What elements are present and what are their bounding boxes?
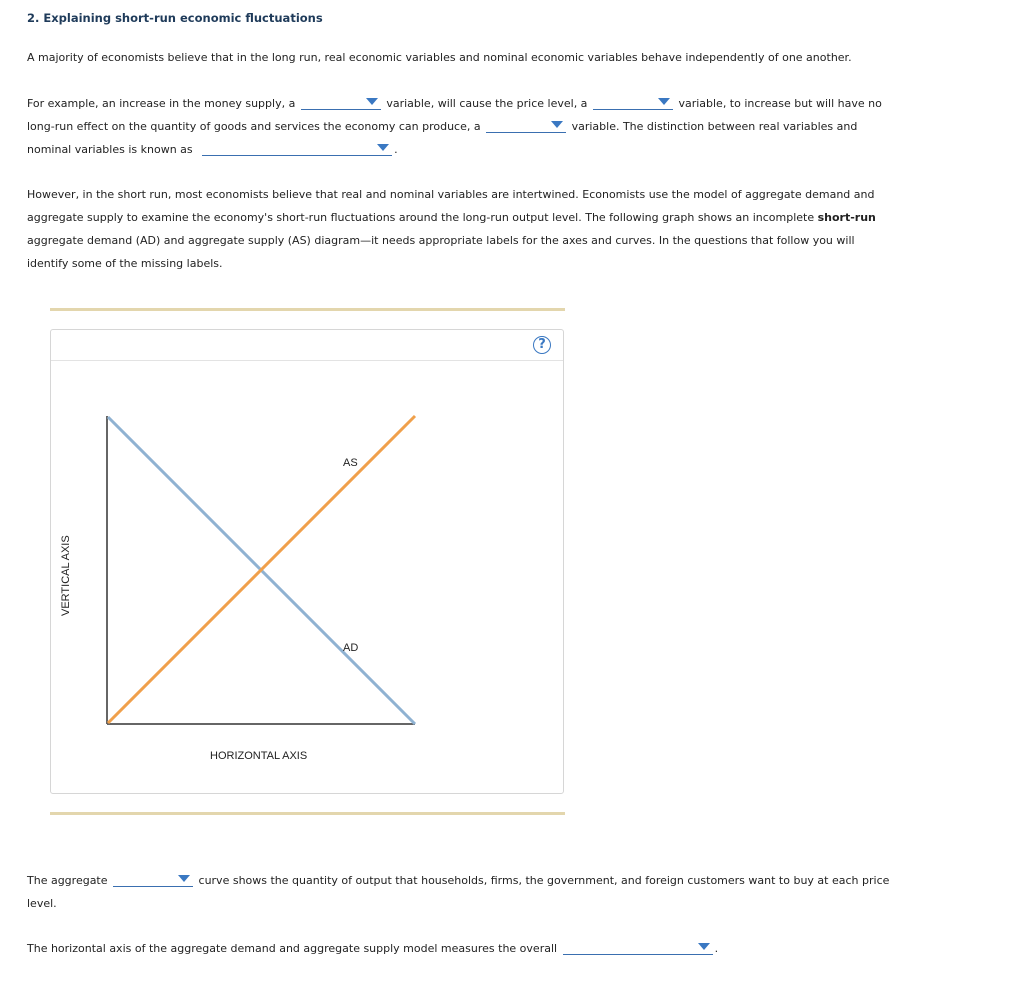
chevron-down-icon (366, 98, 378, 105)
ad-as-chart (51, 330, 565, 795)
vertical-axis-label: VERTICAL AXIS (60, 535, 72, 616)
chevron-down-icon (698, 943, 710, 950)
question-horizontal-axis (27, 937, 897, 960)
distinction-dropdown[interactable] (202, 141, 392, 156)
price-level-dropdown[interactable] (593, 95, 673, 110)
p3-bold-short-run: short-run (817, 211, 876, 224)
chevron-down-icon (377, 144, 389, 151)
question-aggregate-curve (27, 869, 897, 915)
horizontal-axis-dropdown[interactable] (563, 940, 713, 955)
p2-text-4: variable. The distinction between real variables and nominal variables is known as (27, 120, 858, 156)
graph-top-divider (50, 308, 565, 311)
graph-bottom-divider (50, 812, 565, 815)
short-run-paragraph (27, 183, 897, 275)
p2-text-3: variable, to increase but will have no long-run effect on the quantity of goods and services the economy can produce, a (27, 97, 882, 133)
p3-text-2: aggregate demand (AD) and aggregate supply (AS) diagram—it needs appropriate labels for the axes and curves. In the questions that follow you will identify some of the missing labels. (27, 234, 855, 270)
intro-paragraph: A majority of economists believe that in the long run, real economic variables and nominal economic variables behave independently of one another. (27, 51, 852, 64)
ad-curve-label: AD (343, 642, 359, 654)
q2-text-1: The horizontal axis of the aggregate demand and aggregate supply model measures the overall (27, 942, 558, 955)
chevron-down-icon (178, 875, 190, 882)
output-quantity-dropdown[interactable] (486, 118, 566, 133)
chevron-down-icon (551, 121, 563, 128)
p2-text-1: For example, an increase in the money supply, a (27, 97, 296, 110)
question-title: 2. Explaining short-run economic fluctuations (27, 11, 323, 25)
ad-as-graph-panel (50, 329, 564, 794)
as-curve-label: AS (343, 457, 358, 469)
money-supply-dropdown[interactable] (301, 95, 381, 110)
q2-period: . (714, 942, 719, 955)
p2-period: . (394, 143, 398, 156)
money-supply-paragraph (27, 92, 897, 161)
p2-text-2: variable, will cause the price level, a (386, 97, 588, 110)
q1-text-1: The aggregate (27, 874, 108, 887)
p3-text-1: However, in the short run, most economists believe that real and nominal variables are intertwined. Economists use the model of aggregate demand and aggregate supply to examine the economy's short-run fluctuations around the long-run output level. The following graph shows an incomplete (27, 188, 875, 224)
chevron-down-icon (658, 98, 670, 105)
aggregate-curve-dropdown[interactable] (113, 872, 193, 887)
q1-text-2: curve shows the quantity of output that households, firms, the government, and foreign customers want to buy at each price level. (27, 874, 890, 910)
horizontal-axis-label: HORIZONTAL AXIS (210, 750, 308, 762)
help-icon[interactable]: ? (533, 336, 551, 354)
